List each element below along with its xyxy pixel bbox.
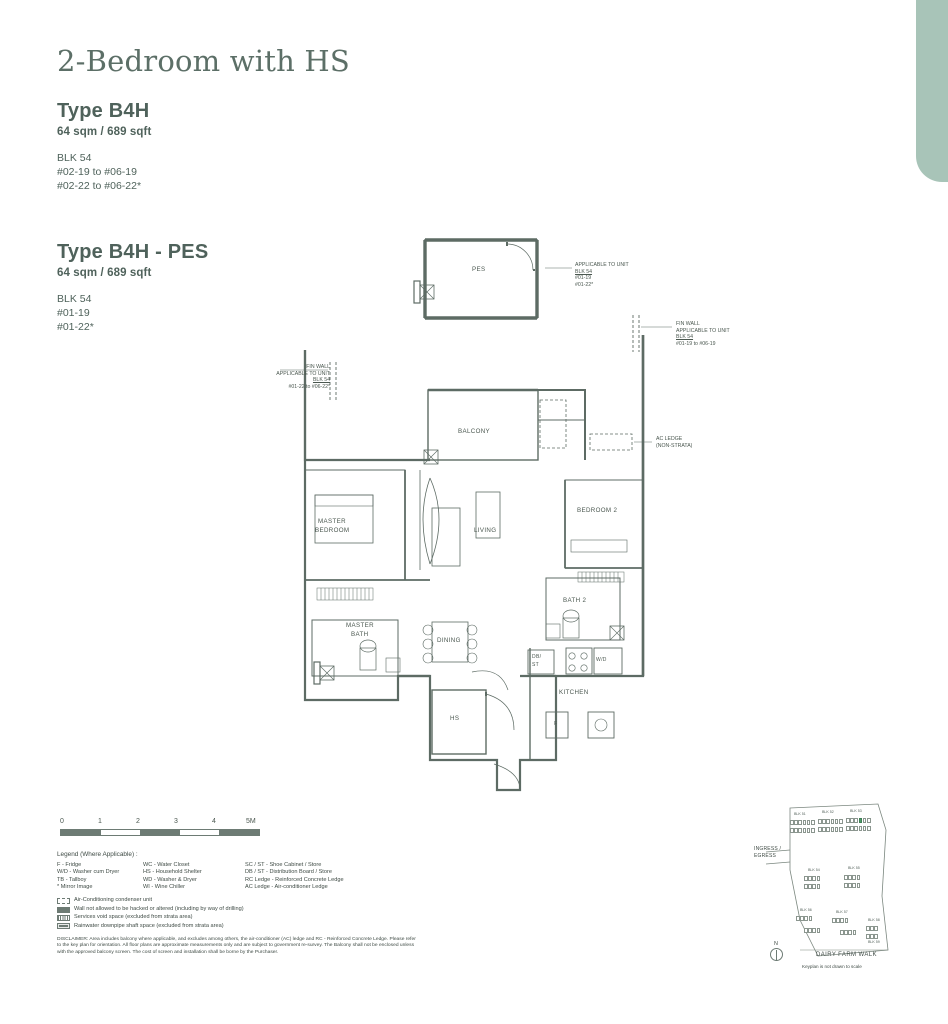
annotation-fin-wall-right xyxy=(676,321,730,347)
keyplan-unit-row xyxy=(804,876,820,881)
legend-symbol-row xyxy=(57,922,477,930)
keyplan-unit-row xyxy=(818,827,843,832)
annotation-pes-line-2: #01-19 xyxy=(575,275,592,282)
annotation-acledge-line-1: (NON-STRATA) xyxy=(656,442,693,449)
scale-track xyxy=(60,829,260,836)
keyplan-unit-row xyxy=(840,930,856,935)
scale-tick-3: 3 xyxy=(174,818,178,825)
annotation-finl-line-1: APPLICABLE TO UNIT xyxy=(276,370,330,377)
room-label-bath-2: BATH 2 xyxy=(563,597,587,604)
room-label-db-st-2: ST xyxy=(532,662,540,668)
legend-column-2 xyxy=(143,862,245,892)
annotation-finr-line-1: APPLICABLE TO UNIT xyxy=(676,327,730,334)
annotation-finr-line-3: #01-19 to #06-19 xyxy=(676,340,716,347)
unit-blk-label-2: BLK 54 xyxy=(57,293,92,305)
annotation-finl-line-2: BLK 54 xyxy=(312,377,330,384)
annotation-fin-wall-left xyxy=(195,364,330,390)
compass-dial xyxy=(770,948,783,961)
scale-tick-2: 2 xyxy=(136,818,140,825)
scale-tick-4: 4 xyxy=(212,818,216,825)
legend-item: F - Fridge xyxy=(57,861,82,868)
room-label-fridge: F xyxy=(554,721,558,727)
disclaimer-text: DISCLAIMER: Area includes balcony where applicable, and excludes among others, the air-conditioner (AC) ledge and RC - Reinforced Concrete Ledge. Please refer to the key plan for orientation. All floor plans are approximate measurements only and are subject to government re-survey. The Balcony shall not be enclosed unless with the approved balcony screen. The cost of screen and installation shall be borne by the Purchaser. xyxy=(57,937,416,955)
legend-symbol-label: Wall not allowed to be hacked or altered (including by way of drilling) xyxy=(74,905,244,912)
header-block xyxy=(57,44,477,334)
room-label-master-bath-1: MASTER xyxy=(346,622,374,629)
page-title: 2-Bedroom with HS xyxy=(57,44,350,78)
keyplan-street-label: DAIRY FARM WALK xyxy=(816,952,877,958)
scale-tick-1: 1 xyxy=(98,818,102,825)
keyplan-unit-row xyxy=(790,820,815,825)
keyplan xyxy=(754,800,940,980)
legend-item: * Mirror Image xyxy=(57,884,93,891)
room-label-master-bedroom-1: MASTER xyxy=(318,518,346,525)
compass-icon xyxy=(768,941,784,963)
room-label-balcony: BALCONY xyxy=(458,428,491,435)
room-label-living: LIVING xyxy=(474,527,497,534)
room-label-db-st-1: DB/ xyxy=(532,654,542,660)
services-void-icon xyxy=(57,915,70,921)
unit-blk-label-1: BLK 54 xyxy=(57,152,92,164)
scale-bar xyxy=(60,818,260,836)
keyplan-block-label: BLK 56 xyxy=(800,908,812,912)
annotation-finr-line-2: BLK 54 xyxy=(676,334,694,341)
unit-range-2a: #01-19 xyxy=(57,307,90,319)
keyplan-unit-row xyxy=(832,918,848,923)
ac-condenser-icon xyxy=(57,898,70,904)
room-label-bedroom-2: BEDROOM 2 xyxy=(577,507,618,514)
compass-north-label: N xyxy=(774,941,778,947)
keyplan-unit-row xyxy=(804,928,820,933)
keyplan-unit-row xyxy=(846,818,871,823)
keyplan-unit-row xyxy=(796,916,812,921)
legend-symbols xyxy=(57,897,477,931)
keyplan-block-label: BLK 52 xyxy=(822,810,834,814)
legend-symbol-label: Services void space (excluded from strata area) xyxy=(74,914,193,921)
keyplan-block-label: BLK 57 xyxy=(836,910,848,914)
legend-symbol-row xyxy=(57,897,477,905)
unit-range-1b: #02-22 to #06-22* xyxy=(57,180,142,192)
keyplan-unit-row xyxy=(790,828,815,833)
legend-item: W/D - Washer cum Dryer xyxy=(57,869,120,876)
legend-symbol-row xyxy=(57,914,477,922)
keyplan-block-label: BLK 58 xyxy=(868,918,880,922)
legend-title: Legend (Where Applicable) : xyxy=(57,851,138,858)
legend-item: WD - Washer & Dryer xyxy=(143,876,197,883)
scale-tick-0: 0 xyxy=(60,818,64,825)
keyplan-note: Keyplan is not drawn to scale xyxy=(802,964,862,969)
legend-item: WI - Wine Chiller xyxy=(143,884,185,891)
annotation-finr-line-0: FIN WALL xyxy=(676,321,700,327)
keyplan-unit-row xyxy=(866,926,878,931)
keyplan-unit-row xyxy=(818,819,843,824)
keyplan-unit-row xyxy=(844,875,860,880)
annotation-finl-line-0: FIN WALL xyxy=(306,364,330,370)
annotation-acledge-line-0: AC LEDGE xyxy=(656,436,683,442)
legend-symbol-row xyxy=(57,905,477,913)
rainwater-downpipe-icon xyxy=(57,923,70,929)
scale-tick-5: 5M xyxy=(246,818,256,825)
room-label-pes: PES xyxy=(472,266,486,273)
unit-area-2: 64 sqm / 689 sqft xyxy=(57,267,152,279)
legend-item: RC Ledge - Reinforced Concrete Ledge xyxy=(245,876,344,883)
keyplan-unit-row xyxy=(804,884,820,889)
scale-ticks xyxy=(60,818,260,829)
corner-accent-tab xyxy=(916,0,948,182)
legend-item: AC Ledge - Air-conditioner Ledge xyxy=(245,884,328,891)
legend-columns xyxy=(57,862,477,892)
room-label-kitchen: KITCHEN xyxy=(559,689,589,696)
unit-area-1: 64 sqm / 689 sqft xyxy=(57,126,152,138)
annotation-ac-ledge xyxy=(656,436,692,449)
solid-wall-icon xyxy=(57,907,70,913)
annotation-finl-line-3: #01-22 to #06-22* xyxy=(288,383,330,390)
annotation-pes-line-0: APPLICABLE TO UNIT xyxy=(575,262,629,268)
unit-type-title-1: Type B4H xyxy=(57,100,150,122)
legend-column-3 xyxy=(245,862,445,892)
keyplan-unit-row xyxy=(866,934,878,939)
annotation-pes-line-1: BLK 54 xyxy=(575,268,593,275)
legend-symbol-label: Rainwater downpipe shaft space (excluded from strata area) xyxy=(74,922,224,929)
keyplan-block-label: BLK 51 xyxy=(794,812,806,816)
legend-item: TB - Tallboy xyxy=(57,876,87,883)
keyplan-block-label: BLK 53 xyxy=(850,809,862,813)
unit-range-1a: #02-19 to #06-19 xyxy=(57,166,137,178)
keyplan-block-label: BLK 55 xyxy=(848,866,860,870)
unit-block-1 xyxy=(57,151,477,193)
keyplan-unit-row xyxy=(844,883,860,888)
unit-range-2b: #01-22* xyxy=(57,321,94,333)
legend-symbol-label: Air-Conditioning condenser unit xyxy=(74,897,153,904)
annotation-pes-line-3: #01-22* xyxy=(575,281,594,288)
keyplan-block-label: BLK 59 xyxy=(868,940,880,944)
legend-column-1 xyxy=(57,862,143,892)
keyplan-egress-label: EGRESS xyxy=(754,853,777,859)
room-label-hs: HS xyxy=(450,715,460,722)
room-label-master-bedroom-2: BEDROOM xyxy=(315,527,350,534)
legend-item: HS - Household Shelter xyxy=(143,869,202,876)
keyplan-unit-row xyxy=(846,826,871,831)
room-label-dining: DINING xyxy=(437,637,461,644)
unit-block-2 xyxy=(57,292,477,334)
annotation-pes-unit xyxy=(575,262,629,288)
unit-type-title-2: Type B4H - PES xyxy=(57,241,209,263)
room-label-wd: W/D xyxy=(596,657,607,663)
room-label-master-bath-2: BATH xyxy=(351,631,369,638)
legend-item: DB / ST - Distribution Board / Store xyxy=(245,869,332,876)
keyplan-block-label: BLK 54 xyxy=(808,868,820,872)
legend-block xyxy=(57,851,477,931)
legend-item: WC - Water Closet xyxy=(143,861,190,868)
legend-item: SC / ST - Shoe Cabinet / Store xyxy=(245,861,322,868)
keyplan-ingress-label: INGRESS / xyxy=(754,846,782,852)
